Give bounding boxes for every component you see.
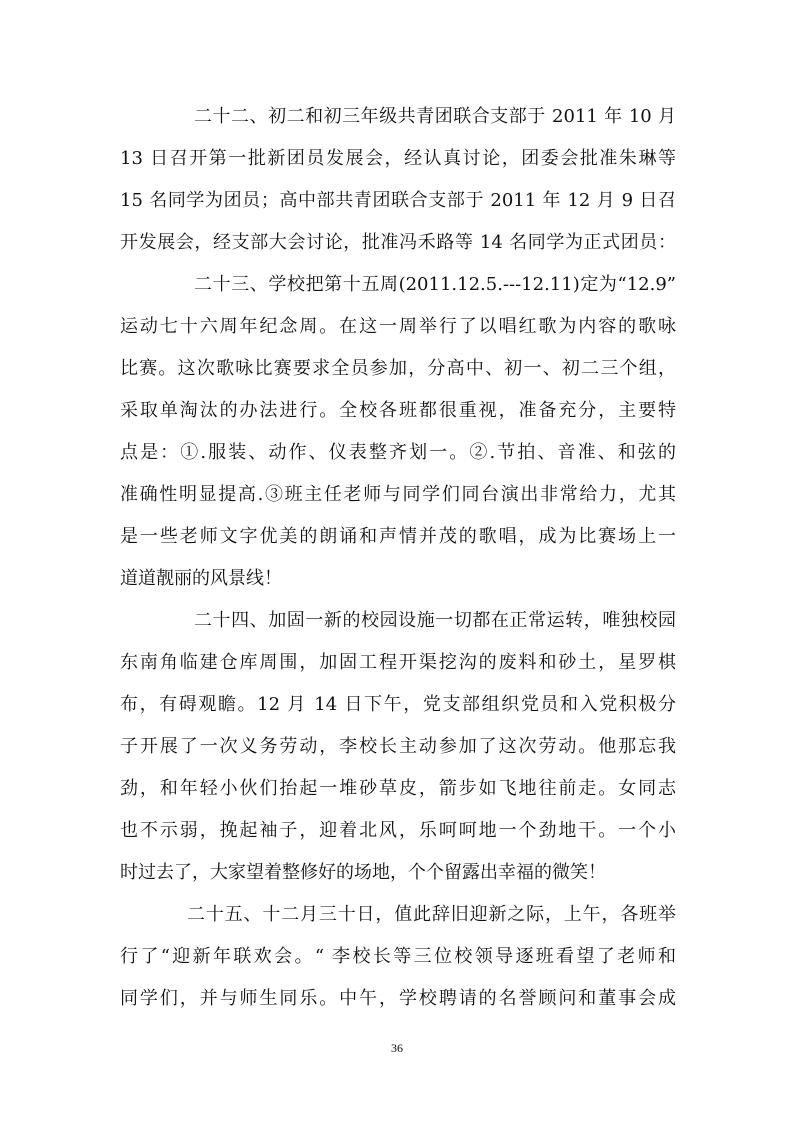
paragraph-line: 是一些老师文字优美的朗诵和声情并茂的歌唱，成为比赛场上一 [120,526,676,547]
paragraph-line: 比赛。这次歌咏比赛要求全员参加，分高中、初一、初二三个组， [120,358,676,379]
paragraph-line: 劲，和年轻小伙们抬起一堆砂草皮，箭步如飞地往前走。女同志 [120,778,676,799]
paragraph-line: 行了“迎新年联欢会。“ 李校长等三位校领导逐班看望了老师和 [120,946,676,967]
paragraph-line: 东南角临建仓库周围，加固工程开渠挖沟的废料和砂土，星罗棋 [120,652,676,673]
paragraph-line: 同学们，并与师生同乐。中午，学校聘请的名誉顾问和董事会成 [120,988,676,1009]
paragraph-line: 点是：①.服装、动作、仪表整齐划一。②.节拍、音准、和弦的 [120,442,676,463]
paragraph-line: 二十三、学校把第十五周(2011.12.5.---12.11)定为“12.9” [194,274,676,295]
paragraph-line: 二十四、加固一新的校园设施一切都在正常运转，唯独校园 [194,610,676,631]
paragraph-line: 二十五、十二月三十日，值此辞旧迎新之际，上午，各班举 [187,904,676,925]
paragraph-line: 二十二、初二和初三年级共青团联合支部于 2011 年 10 月 [194,106,676,127]
paragraph-line: 时过去了，大家望着整修好的场地，个个留露出幸福的微笑！ [120,862,606,883]
page-number: 36 [391,1041,403,1055]
paragraph-line: 布，有碍观瞻。12 月 14 日下午，党支部组织党员和入党积极分 [120,694,676,715]
paragraph-line: 13 日召开第一批新团员发展会，经认真讨论，团委会批准朱琳等 [120,148,676,169]
paragraph-line: 子开展了一次义务劳动，李校长主动参加了这次劳动。他那忘我 [120,736,676,757]
paragraph-line: 也不示弱，挽起袖子，迎着北风，乐呵呵地一个劲地干。一个小 [120,820,676,841]
paragraph-line: 道道靓丽的风景线！ [120,568,282,589]
paragraph-line: 准确性明显提高.③班主任老师与同学们同台演出非常给力，尤其 [120,484,676,505]
paragraph-line: 开发展会，经支部大会讨论，批准冯禾路等 14 名同学为正式团员： [120,232,676,253]
paragraph-line: 运动七十六周年纪念周。在这一周举行了以唱红歌为内容的歌咏 [120,316,676,337]
paragraph-line: 采取单淘汰的办法进行。全校各班都很重视，准备充分，主要特 [120,400,676,421]
paragraph-line: 15 名同学为团员；高中部共青团联合支部于 2011 年 12 月 9 日召 [120,190,676,211]
